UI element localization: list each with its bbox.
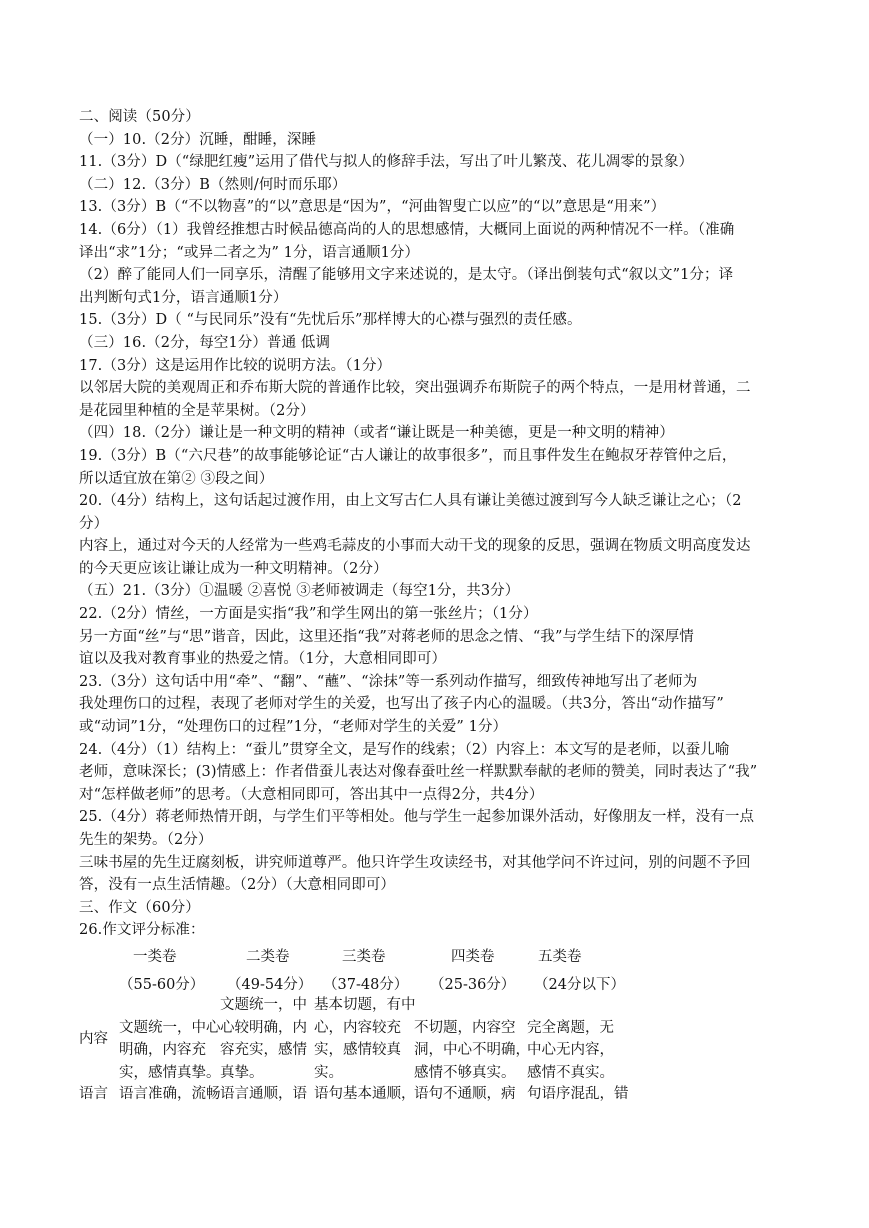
language-cell-1: 语言准确，流畅 <box>119 1086 221 1102</box>
grade-range-3: （37-48分） <box>323 977 409 993</box>
language-cell-2: 语言通顺，语 <box>220 1086 307 1102</box>
text-line: 或“动词”1分，“处理伤口的过程”1分，“老师对学生的关爱” 1分） <box>79 719 508 736</box>
language-cell-4: 语句不通顺，病 <box>414 1086 516 1102</box>
content-cell-2: 文题统一，中 心较明确，内 容充实，感情 真挚。 <box>220 997 307 1081</box>
content-cell-3: 基本切题，有中 心，内容较充 实，感情较真 实。 <box>314 997 416 1081</box>
text-line: 19.（3分）B（“六尺巷”的故事能够论证“古人谦让的故事很多”，而且事件发生在鲍叔牙荐管仲之后， <box>79 447 737 464</box>
text-line: 22.（2分）情丝，一方面是实指“我”和学生网出的第一张丝片；（1分） <box>79 606 538 623</box>
text-line: 谊以及我对教育事业的热爱之情。（1分，大意相同即可） <box>79 651 447 668</box>
grade-header-4: 四类卷 <box>451 949 495 965</box>
text-line: （一）10.（2分）沉睡，酣睡，深睡 <box>79 131 317 148</box>
text-line: 20.（4分）结构上，这句话起过渡作用，由上文写古仁人具有谦让美德过渡到写今人缺乏谦让之心；（2 <box>79 493 742 510</box>
text-line: 23.（3分）这句话中用“牵”、“翻”、“蘸”、“涂抹”等一系列动作描写，细致传神地写出了老师为 <box>79 673 698 690</box>
text-line: 13.（3分）B（“不以物喜”的“以”意思是“因为”，“河曲智叟亡以应”的“以”意思是“用来”） <box>79 199 666 216</box>
text-line: （2）醉了能同人们一同享乐，清醒了能够用文字来述说的，是太守。（译出倒装句式“叙以文”1分；译 <box>79 267 734 284</box>
language-cell-5: 句语序混乱，错 <box>527 1086 629 1102</box>
text-line: 24.（4分）（1）结构上：“蚕儿”贯穿全文，是写作的线索；（2）内容上：本文写的是老师，以蚕儿喻 <box>79 741 730 758</box>
grade-header-2: 二类卷 <box>246 949 290 965</box>
text-line: 对“怎样做老师”的思考。（大意相同即可，答出其中一点得2分，共4分） <box>79 786 544 803</box>
text-line: 分） <box>79 515 109 532</box>
text-line: 三味书屋的先生迂腐刻板，讲究师道尊严。他只许学生攻读经书，对其他学问不许过问，别的问题不予回 <box>79 854 751 871</box>
text-line: 内容上，通过对今天的人经常为一些鸡毛蒜皮的小事而大动干戈的现象的反思，强调在物质文明高度发达 <box>79 538 751 555</box>
text-line: 老师，意味深长；(3)情感上：作者借蚕儿表达对像春蚕吐丝一样默默奉献的老师的赞美，同时表达了“我” <box>79 764 758 781</box>
grade-header-3: 三类卷 <box>342 949 386 965</box>
text-line: 以邻居大院的美观周正和乔布斯大院的普通作比较，突出强调乔布斯院子的两个特点，一是用材普通，二 <box>79 380 751 397</box>
grade-range-5: （24分以下） <box>534 977 625 993</box>
text-line: 所以适宜放在第② ③段之间） <box>79 470 274 487</box>
text-line: 25.（4分）蒋老师热情开朗，与学生们平等相处。他与学生一起参加课外活动，好像朋友一样，没有一点 <box>79 809 755 826</box>
text-line: （五）21.（3分）①温暖 ②喜悦 ③老师被调走（每空1分，共3分） <box>79 583 520 600</box>
text-line: 我处理伤口的过程，表现了老师对学生的关爱，也写出了孩子内心的温暖。（共3分，答出“动作描写” <box>79 696 724 713</box>
text-line: 三、作文（60分） <box>79 899 200 916</box>
text-line: （三）16.（2分，每空1分）普通 低调 <box>79 334 331 351</box>
text-line: 出判断句式1分，语言通顺1分） <box>79 289 288 306</box>
language-cell-3: 语句基本通顺， <box>314 1086 416 1102</box>
text-line: 另一方面“丝”与“思”谐音，因此，这里还指“我”对蒋老师的思念之情、“我”与学生结下的深厚情 <box>79 628 694 645</box>
text-line: 26.作文评分标准： <box>79 922 205 939</box>
text-line: 14.（6分）（1）我曾经推想古时候品德高尚的人的思想感情，大概同上面说的两种情况不一样。（准确 <box>79 221 735 238</box>
text-line: 答，没有一点生活情趣。（2分）（大意相同即可） <box>79 877 396 894</box>
text-line: 的今天更应该让谦让成为一种文明精神。（2分） <box>79 560 388 577</box>
text-line: （四）18.（2分）谦让是一种文明的精神（或者“谦让既是一种美德，更是一种文明的精神） <box>79 425 674 442</box>
grade-header-1: 一类卷 <box>133 949 177 965</box>
text-line: 译出“求”1分；“或异二者之为” 1分，语言通顺1分） <box>79 244 420 261</box>
row-label-language: 语言 <box>79 1086 108 1102</box>
content-cell-4: 不切题，内容空 洞，中心不明确， 感情不够真实。 <box>414 1019 530 1081</box>
text-line: 15.（3分）D（ “与民同乐”没有“先忧后乐”那样博大的心襟与强烈的责任感。 <box>79 312 582 329</box>
grade-header-5: 五类卷 <box>538 949 582 965</box>
text-line: 二、阅读（50分） <box>79 109 200 125</box>
text-line: 先生的架势。（2分） <box>79 832 213 848</box>
text-line: （二）12.（3分）B（然则/何时而乐耶） <box>79 176 347 193</box>
text-line: 11.（3分）D（“绿肥红瘦”运用了借代与拟人的修辞手法，写出了叶儿繁茂、花儿凋零的景象） <box>79 154 694 171</box>
content-cell-5: 完全离题，无 中心无内容， 感情不真实。 <box>527 1019 614 1081</box>
answer-text <box>79 106 795 942</box>
content-cell-1: 文题统一，中心 明确，内容充 实，感情真挚。 <box>119 1019 221 1081</box>
grade-range-1: （55-60分） <box>119 977 205 993</box>
row-label-content: 内容 <box>79 1031 108 1047</box>
text-line: 17.（3分）这是运用作比较的说明方法。（1分） <box>79 357 392 374</box>
grade-range-2: （49-54分） <box>227 977 313 993</box>
grade-range-4: （25-36分） <box>430 977 516 993</box>
text-line: 是花园里种植的全是苹果树。（2分） <box>79 402 315 419</box>
